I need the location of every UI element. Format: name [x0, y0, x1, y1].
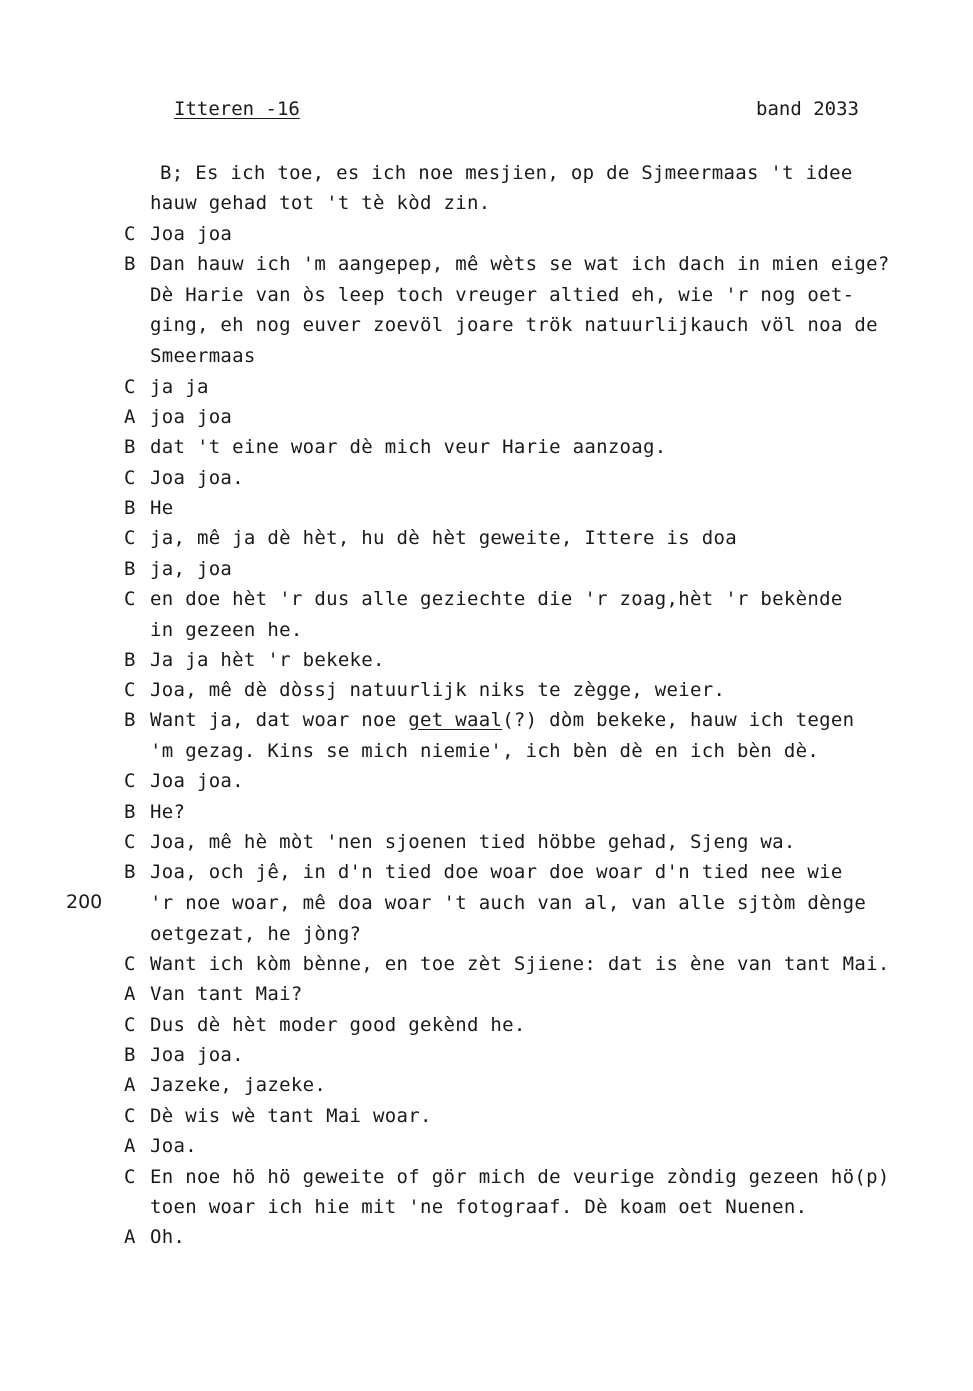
utterance-text: Dan hauw ich 'm aangepep, mê wèts se wat ich dach in mien eige? — [150, 253, 890, 275]
speaker-label: C — [124, 223, 136, 245]
speaker-label: B — [124, 861, 136, 883]
utterance-text: joa joa — [150, 406, 233, 428]
margin-line-number: 200 — [66, 891, 103, 913]
speaker-label: A — [124, 1226, 136, 1248]
utterance-text: He? — [150, 801, 186, 823]
speaker-label: C — [124, 1105, 136, 1127]
utterance-text: Oh. — [150, 1226, 186, 1248]
header-tape-number: band 2033 — [756, 98, 859, 120]
utterance-text: ja ja — [150, 376, 209, 398]
utterance-text: Want ich kòm bènne, en toe zèt Sjiene: dat is ène van tant Mai. — [150, 953, 890, 975]
header-location: Itteren -16 — [174, 98, 300, 120]
utterance-text: Joa joa. — [150, 770, 244, 792]
utterance-text: Jazeke, jazeke. — [150, 1074, 327, 1096]
utterance-text: B; Es ich toe, es ich noe mesjien, op de Sjmeermaas 't idee — [160, 162, 853, 184]
utterance-text: Joa. — [150, 1135, 197, 1157]
utterance-text: in gezeen he. — [150, 619, 303, 641]
utterance-text: Dus dè hèt moder good gekènd he. — [150, 1014, 526, 1036]
speaker-label: B — [124, 709, 136, 731]
underlined-uncertain-text: get waal — [408, 709, 503, 731]
speaker-label: B — [124, 497, 136, 519]
speaker-label: A — [124, 1074, 136, 1096]
speaker-label: A — [124, 983, 136, 1005]
speaker-label: C — [124, 770, 136, 792]
utterance-text: dat 't eine woar dè mich veur Harie aanzoag. — [150, 436, 667, 458]
utterance-text: Dè Harie van òs leep toch vreuger altied eh, wie 'r nog oet- — [150, 284, 855, 306]
utterance-text: Joa joa — [150, 223, 233, 245]
utterance-text: 'm gezag. Kins se mich niemie', ich bèn dè en ich bèn dè. — [150, 740, 820, 762]
utterance-text: Joa, och jê, in d'n tied doe woar doe woar d'n tied nee wie — [150, 861, 843, 883]
utterance-text: Van tant Mai? — [150, 983, 303, 1005]
speaker-label: B — [124, 1044, 136, 1066]
utterance-text: oetgezat, he jòng? — [150, 923, 362, 945]
utterance-text: He — [150, 497, 174, 519]
speaker-label: C — [124, 376, 136, 398]
utterance-text: 'r noe woar, mê doa woar 't auch van al, van alle sjtòm dènge — [150, 892, 867, 914]
utterance-text: ging, eh nog euver zoevöl joare trök natuurlijkauch völ noa de — [150, 314, 878, 336]
speaker-label: C — [124, 588, 136, 610]
utterance-text: en doe hèt 'r dus alle geziechte die 'r zoag,hèt 'r bekènde — [150, 588, 843, 610]
speaker-label: B — [124, 436, 136, 458]
utterance-text: Dè wis wè tant Mai woar. — [150, 1105, 432, 1127]
speaker-label: C — [124, 953, 136, 975]
speaker-label: C — [124, 831, 136, 853]
speaker-label: C — [124, 1166, 136, 1188]
utterance-text: hauw gehad tot 't tè kòd zin. — [150, 192, 491, 214]
speaker-label: C — [124, 527, 136, 549]
utterance-text: En noe hö hö geweite of gör mich de veurige zòndig gezeen hö(p) — [150, 1166, 890, 1188]
utterance-text: ja, mê ja dè hèt, hu dè hèt geweite, Ittere is doa — [150, 527, 737, 549]
utterance-text: Ja ja hèt 'r bekeke. — [150, 649, 385, 671]
utterance-text: Joa, mê hè mòt 'nen sjoenen tied höbbe gehad, Sjeng wa. — [150, 831, 796, 853]
speaker-label: B — [124, 253, 136, 275]
speaker-label: B — [124, 801, 136, 823]
speaker-label: A — [124, 1135, 136, 1157]
speaker-label: C — [124, 679, 136, 701]
speaker-label: C — [124, 1014, 136, 1036]
speaker-label: B — [124, 558, 136, 580]
utterance-text: toen woar ich hie mit 'ne fotograaf. Dè koam oet Nuenen. — [150, 1196, 808, 1218]
speaker-label: B — [124, 649, 136, 671]
speaker-label: C — [124, 467, 136, 489]
utterance-text: Joa joa. — [150, 1044, 244, 1066]
utterance-text: Joa joa. — [150, 467, 244, 489]
utterance-text: Want ja, dat woar noe get waal(?) dòm bekeke, hauw ich tegen — [150, 709, 855, 731]
speaker-label: A — [124, 406, 136, 428]
utterance-text: ja, joa — [150, 558, 233, 580]
utterance-text: Joa, mê dè dòssj natuurlijk niks te zègge, weier. — [150, 679, 726, 701]
utterance-text: Smeermaas — [150, 345, 256, 367]
